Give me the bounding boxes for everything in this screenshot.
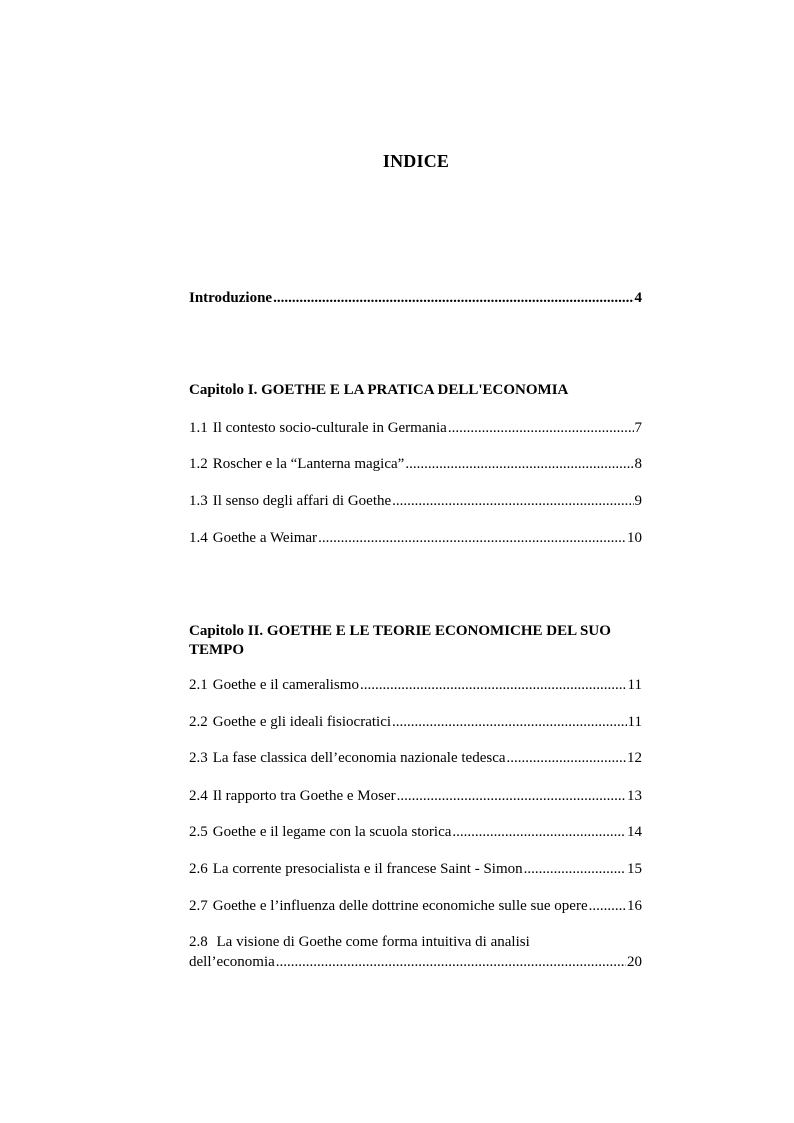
dot-leader (524, 859, 626, 879)
toc-entry-1-2[interactable] (189, 454, 642, 474)
dot-leader (405, 454, 633, 474)
toc-entry-number: 2.5 (189, 824, 208, 840)
toc-entry-title: La corrente presocialista e il francese Saint - Simon (212, 861, 523, 877)
toc-entry-2-8[interactable] (189, 932, 642, 972)
chapter-2-heading[interactable]: Capitolo II. GOETHE E LE TEORIE ECONOMICHE DEL SUO TEMPO (189, 623, 611, 658)
toc-entry-2-2[interactable] (189, 712, 642, 732)
toc-entry-number: 1.2 (189, 456, 208, 472)
toc-entry-page: 15 (627, 861, 642, 877)
dot-leader (392, 491, 633, 511)
toc-entry-number: 2.7 (189, 898, 208, 914)
toc-entry-2-6[interactable] (189, 859, 642, 879)
dot-leader (276, 952, 626, 972)
toc-entry-number: 2.6 (189, 861, 208, 877)
toc-entry-introduzione[interactable] (189, 288, 642, 308)
toc-entry-title: Il senso degli affari di Goethe (212, 493, 392, 509)
toc-entry-1-1[interactable] (189, 418, 642, 438)
toc-entry-1-4[interactable] (189, 528, 642, 548)
dot-leader (589, 896, 626, 916)
toc-entry-number: 1.4 (189, 530, 208, 546)
toc-entry-title: Goethe e il legame con la scuola storica (212, 824, 452, 840)
toc-entry-page: 9 (634, 493, 642, 509)
toc-entry-2-5[interactable] (189, 822, 642, 842)
toc-entry-title: La fase classica dell’economia nazionale tedesca (212, 750, 506, 766)
toc-entry-number: 2.2 (189, 714, 208, 730)
toc-entry-page: 11 (627, 677, 642, 693)
toc-entry-2-1[interactable] (189, 675, 642, 695)
toc-entry-page: 12 (627, 750, 642, 766)
dot-leader (397, 786, 626, 806)
toc-entry-page: 13 (627, 788, 642, 804)
toc-entry-title: Introduzione (189, 290, 273, 306)
toc-entry-number: 2.8 (189, 934, 208, 950)
toc-entry-2-4[interactable] (189, 786, 642, 806)
toc-entry-title: Il rapporto tra Goethe e Moser (212, 788, 396, 804)
dot-leader (452, 822, 626, 842)
toc-entry-page: 20 (627, 954, 642, 970)
dot-leader (448, 418, 634, 438)
toc-entry-page: 8 (634, 456, 642, 472)
toc-entry-title: Goethe a Weimar (212, 530, 318, 546)
toc-entry-title: La visione di Goethe come forma intuitiva di analisi (216, 934, 530, 950)
toc-entry-page: 16 (627, 898, 642, 914)
toc-entry-2-3[interactable] (189, 748, 642, 768)
page-title: INDICE (382, 151, 450, 171)
toc-entry-page: 11 (627, 714, 642, 730)
toc-entry-title: Goethe e l’influenza delle dottrine economiche sulle sue opere (212, 898, 588, 914)
toc-entry-number: 1.3 (189, 493, 208, 509)
toc-entry-2-7[interactable] (189, 896, 642, 916)
chapter-1-heading[interactable]: Capitolo I. GOETHE E LA PRATICA DELL'ECONOMIA (189, 382, 569, 398)
toc-entry-number: 2.4 (189, 788, 208, 804)
toc-entry-title-continued: dell’economia (189, 954, 275, 970)
dot-leader (507, 748, 626, 768)
toc-entry-number: 1.1 (189, 420, 208, 436)
toc-entry-title: Il contesto socio-culturale in Germania (212, 420, 447, 436)
toc-entry-title: Roscher e la “Lanterna magica” (212, 456, 405, 472)
dot-leader (318, 528, 626, 548)
toc-entry-title: Goethe e gli ideali fisiocratici (212, 714, 392, 730)
dot-leader (273, 288, 633, 308)
toc-entry-page: 4 (634, 290, 642, 306)
dot-leader (392, 712, 627, 732)
toc-entry-number: 2.3 (189, 750, 208, 766)
dot-leader (360, 675, 627, 695)
toc-entry-1-3[interactable] (189, 491, 642, 511)
toc-entry-number: 2.1 (189, 677, 208, 693)
toc-entry-title: Goethe e il cameralismo (212, 677, 359, 693)
toc-entry-page: 10 (627, 530, 642, 546)
toc-entry-page: 7 (634, 420, 642, 436)
toc-entry-page: 14 (627, 824, 642, 840)
